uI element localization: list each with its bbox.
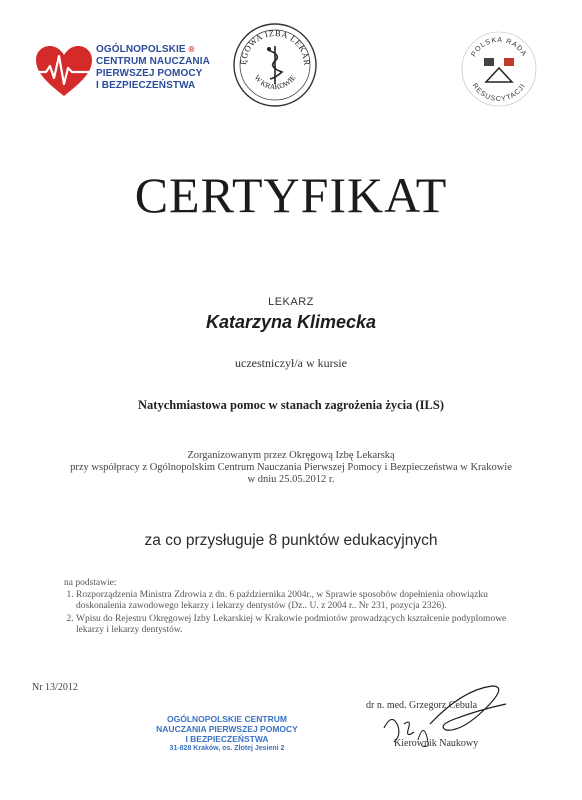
course-name: Natychmiastowa pomoc w stanach zagrożenia życia (ILS) xyxy=(138,398,444,412)
legal-basis xyxy=(64,578,534,638)
course-date: w dniu 25.05.2012 r. xyxy=(247,474,335,485)
polska-rada-resuscytacji-seal xyxy=(460,30,538,108)
svg-text:W KRAKOWIE: W KRAKOWIE xyxy=(252,73,298,92)
heart-ecg-icon xyxy=(34,46,94,98)
svg-text:RESUSCYTACJI: RESUSCYTACJI xyxy=(470,82,528,104)
certificate-title: CERTYFIKAT xyxy=(134,167,448,223)
ocnpp-logo xyxy=(34,44,224,104)
legal-basis-item: 1. Rozporządzenia Ministra Zdrowia z dn. 6 października 2004r., w Sprawie sposobów dopełnienia obowiązku doskonalenia zawodowego lekarzy i lekarzy dentystów (Dz.. U. z 2004 r.. Nr 231, pozycja 2326). xyxy=(76,590,534,612)
signatory-name: dr n. med. Grzegorz Cebula xyxy=(366,700,478,711)
caduceus-icon xyxy=(267,46,282,84)
svg-text:POLSKA RADA: POLSKA RADA xyxy=(470,36,528,59)
cooperation-line: przy współpracy z Ogólnopolskim Centrum Nauczania Pierwszej Pomocy i Bezpieczeństwa w Krakowie xyxy=(70,462,512,473)
oil-krakow-seal xyxy=(232,22,318,108)
recipient-role: LEKARZ xyxy=(268,296,314,308)
participation-text: uczestniczył/a w kursie xyxy=(235,356,347,370)
signatory-role: Kierownik Naukowy xyxy=(394,738,479,749)
svg-text:OKRĘGOWA IZBA LEKARSKA: ĘGOWA IZBA LEKAR xyxy=(237,27,313,67)
resuscitation-emblem-icon xyxy=(484,58,514,82)
legal-basis-item: 2. Wpisu do Rejestru Okręgowej Izby Lekarskiej w Krakowie podmiotów prowadzących kształcenie podyplomowe lekarzy i lekarzy dentystów. xyxy=(76,614,534,636)
education-points: za co przysługuje 8 punktów edukacyjnych xyxy=(144,532,438,549)
legal-basis-title: na podstawie: xyxy=(64,578,117,588)
recipient-name: Katarzyna Klimecka xyxy=(205,312,377,332)
organizer-line: Zorganizowanym przez Okręgową Izbę Lekarską xyxy=(187,450,395,461)
document-number: Nr 13/2012 xyxy=(32,682,78,693)
organization-stamp: OGÓLNOPOLSKIE CENTRUM NAUCZANIA PIERWSZEJ POMOCY I BEZPIECZEŃSTWA 31-828 Kraków, os. Złotej Jesieni 2 xyxy=(156,714,298,752)
ocnpp-logo-text: OGÓLNOPOLSKIE ® CENTRUM NAUCZANIA PIERWSZEJ POMOCY I BEZPIECZEŃSTWA xyxy=(96,44,210,91)
